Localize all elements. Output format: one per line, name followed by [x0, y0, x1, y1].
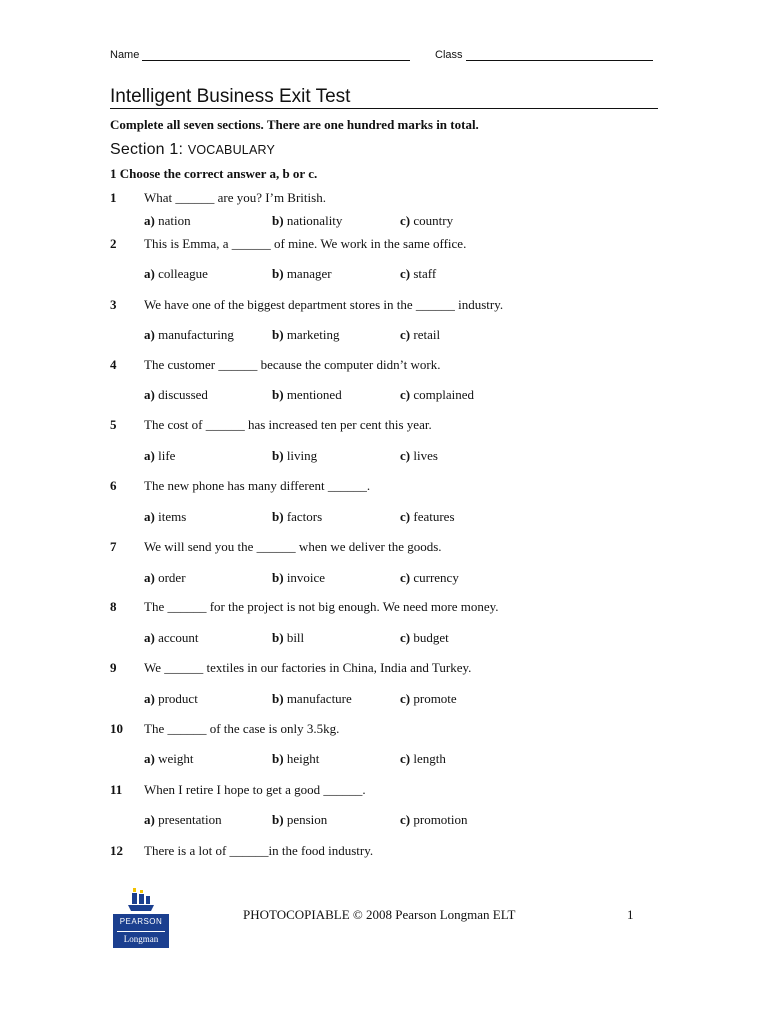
option-a[interactable] [144, 266, 208, 282]
class-blank-line[interactable] [466, 49, 653, 61]
option-a[interactable] [144, 509, 186, 525]
option-b[interactable] [272, 570, 325, 586]
class-field-row [435, 49, 653, 61]
option-a-label: a) [144, 630, 155, 645]
option-b-text: invoice [286, 570, 326, 585]
document-title: Intelligent Business Exit Test [110, 86, 351, 107]
option-a-label: a) [144, 570, 155, 585]
question-text: The ______ for the project is not big enough. We need more money. [144, 599, 499, 614]
option-b-label: b) [272, 509, 284, 524]
question-text: What ______ are you? I’m British. [144, 190, 326, 205]
pearson-longman-logo [113, 886, 169, 948]
option-b-text: pension [286, 812, 328, 827]
question-number: 7 [110, 539, 117, 554]
option-b[interactable] [272, 751, 319, 767]
name-blank-line[interactable] [142, 49, 410, 61]
section-heading [110, 141, 275, 159]
option-c[interactable] [400, 751, 446, 767]
option-b-text: living [286, 448, 318, 463]
option-b[interactable] [272, 691, 352, 707]
option-c-text: staff [413, 266, 437, 281]
footer-copyright: PHOTOCOPIABLE © 2008 Pearson Longman ELT [243, 907, 516, 922]
option-a-text: weight [158, 751, 194, 766]
question-text: The new phone has many different ______. [144, 478, 371, 493]
option-a-text: manufacturing [158, 327, 234, 342]
question-text: The customer ______ because the computer didn’t work. [144, 357, 441, 372]
option-c-text: budget [413, 630, 449, 645]
question-text: The ______ of the case is only 3.5kg. [144, 721, 340, 736]
question-number: 10 [110, 721, 123, 736]
option-b-label: b) [272, 812, 284, 827]
class-label: Class [435, 49, 463, 61]
ship-icon [113, 886, 169, 914]
option-c-text: retail [413, 327, 441, 342]
option-b-text: nationality [286, 213, 343, 228]
option-c[interactable] [400, 812, 468, 828]
option-b[interactable] [272, 387, 342, 403]
question-number: 11 [110, 782, 123, 797]
option-a-text: nation [158, 213, 191, 228]
option-c[interactable] [400, 448, 438, 464]
option-c[interactable] [400, 213, 453, 229]
option-b[interactable] [272, 509, 322, 525]
option-c-text: length [413, 751, 446, 766]
option-c[interactable] [400, 630, 449, 646]
option-a-label: a) [144, 213, 155, 228]
option-a[interactable] [144, 812, 222, 828]
option-a-label: a) [144, 266, 155, 281]
option-a-text: presentation [158, 812, 222, 827]
question-number: 4 [110, 357, 117, 372]
page-number: 1 [627, 907, 634, 922]
option-c-label: c) [400, 448, 411, 463]
section-name: VOCABULARY [187, 143, 276, 157]
option-c-label: c) [400, 509, 411, 524]
option-b-label: b) [272, 327, 284, 342]
option-a[interactable] [144, 630, 199, 646]
option-b-label: b) [272, 630, 284, 645]
option-a-label: a) [144, 448, 155, 463]
option-b[interactable] [272, 266, 332, 282]
option-b[interactable] [272, 327, 340, 343]
option-b-text: bill [286, 630, 305, 645]
option-b-text: marketing [286, 327, 340, 342]
logo-brand-text: PEARSON [119, 917, 163, 926]
question-text: This is Emma, a ______ of mine. We work in the same office. [144, 236, 467, 251]
option-b-label: b) [272, 213, 284, 228]
option-c[interactable] [400, 570, 459, 586]
question-number: 9 [110, 660, 117, 675]
title-underline [110, 108, 658, 109]
option-a[interactable] [144, 327, 234, 343]
option-b-text: height [286, 751, 320, 766]
option-b[interactable] [272, 213, 342, 229]
option-c-label: c) [400, 387, 411, 402]
option-b-label: b) [272, 751, 284, 766]
option-a-label: a) [144, 691, 155, 706]
question-text: There is a lot of ______in the food industry. [144, 843, 374, 858]
question-instruction: 1 Choose the correct answer a, b or c. [110, 166, 318, 181]
option-b-text: manufacture [286, 691, 352, 706]
question-number: 3 [110, 297, 117, 312]
option-a-text: account [158, 630, 199, 645]
option-b-label: b) [272, 448, 284, 463]
option-a-text: life [158, 448, 176, 463]
option-c-label: c) [400, 691, 411, 706]
option-a[interactable] [144, 448, 175, 464]
question-text: When I retire I hope to get a good ______. [144, 782, 366, 797]
option-c-text: country [413, 213, 454, 228]
option-c-text: currency [413, 570, 459, 585]
option-c-text: complained [413, 387, 475, 402]
option-a-text: order [158, 570, 186, 585]
option-c-label: c) [400, 812, 411, 827]
option-b[interactable] [272, 448, 317, 464]
question-number: 5 [110, 417, 117, 432]
option-c[interactable] [400, 266, 436, 282]
option-a[interactable] [144, 570, 186, 586]
question-text: We will send you the ______ when we deliver the goods. [144, 539, 442, 554]
option-b[interactable] [272, 812, 327, 828]
option-a-text: discussed [158, 387, 208, 402]
option-a-text: colleague [158, 266, 208, 281]
option-c[interactable] [400, 509, 455, 525]
logo-divider [117, 931, 165, 932]
option-a-label: a) [144, 751, 155, 766]
option-a-label: a) [144, 509, 155, 524]
name-field-row [110, 49, 410, 61]
option-b-label: b) [272, 266, 284, 281]
option-a[interactable] [144, 691, 198, 707]
option-a-text: items [158, 509, 187, 524]
option-c[interactable] [400, 387, 474, 403]
option-c-label: c) [400, 751, 411, 766]
question-number: 8 [110, 599, 117, 614]
name-label: Name [110, 49, 140, 61]
option-b-label: b) [272, 691, 284, 706]
option-c-label: c) [400, 570, 411, 585]
option-c-text: lives [413, 448, 438, 463]
option-a-label: a) [144, 812, 155, 827]
section-prefix: Section 1: [110, 141, 188, 158]
question-number: 12 [110, 843, 123, 858]
intro-instructions: Complete all seven sections. There are one hundred marks in total. [110, 117, 479, 132]
question-text: We have one of the biggest department stores in the ______ industry. [144, 297, 504, 312]
option-b-text: manager [286, 266, 332, 281]
option-c-label: c) [400, 266, 411, 281]
option-c-text: promote [413, 691, 457, 706]
logo-imprint-text: Longman [123, 934, 159, 944]
option-c-text: promotion [413, 812, 468, 827]
option-a-label: a) [144, 387, 155, 402]
option-c-label: c) [400, 213, 411, 228]
option-c[interactable] [400, 327, 440, 343]
option-a[interactable] [144, 213, 191, 229]
option-a[interactable] [144, 387, 208, 403]
option-c[interactable] [400, 691, 457, 707]
option-b-text: factors [286, 509, 323, 524]
question-number: 2 [110, 236, 117, 251]
option-c-text: features [413, 509, 455, 524]
question-text: We ______ textiles in our factories in China, India and Turkey. [144, 660, 472, 675]
option-a[interactable] [144, 751, 193, 767]
option-b[interactable] [272, 630, 304, 646]
option-a-label: a) [144, 327, 155, 342]
question-text: The cost of ______ has increased ten per cent this year. [144, 417, 432, 432]
option-b-label: b) [272, 570, 284, 585]
option-b-text: mentioned [286, 387, 342, 402]
option-b-label: b) [272, 387, 284, 402]
question-number: 1 [110, 190, 117, 205]
question-number: 6 [110, 478, 117, 493]
option-a-text: product [158, 691, 198, 706]
option-c-label: c) [400, 327, 411, 342]
option-c-label: c) [400, 630, 411, 645]
